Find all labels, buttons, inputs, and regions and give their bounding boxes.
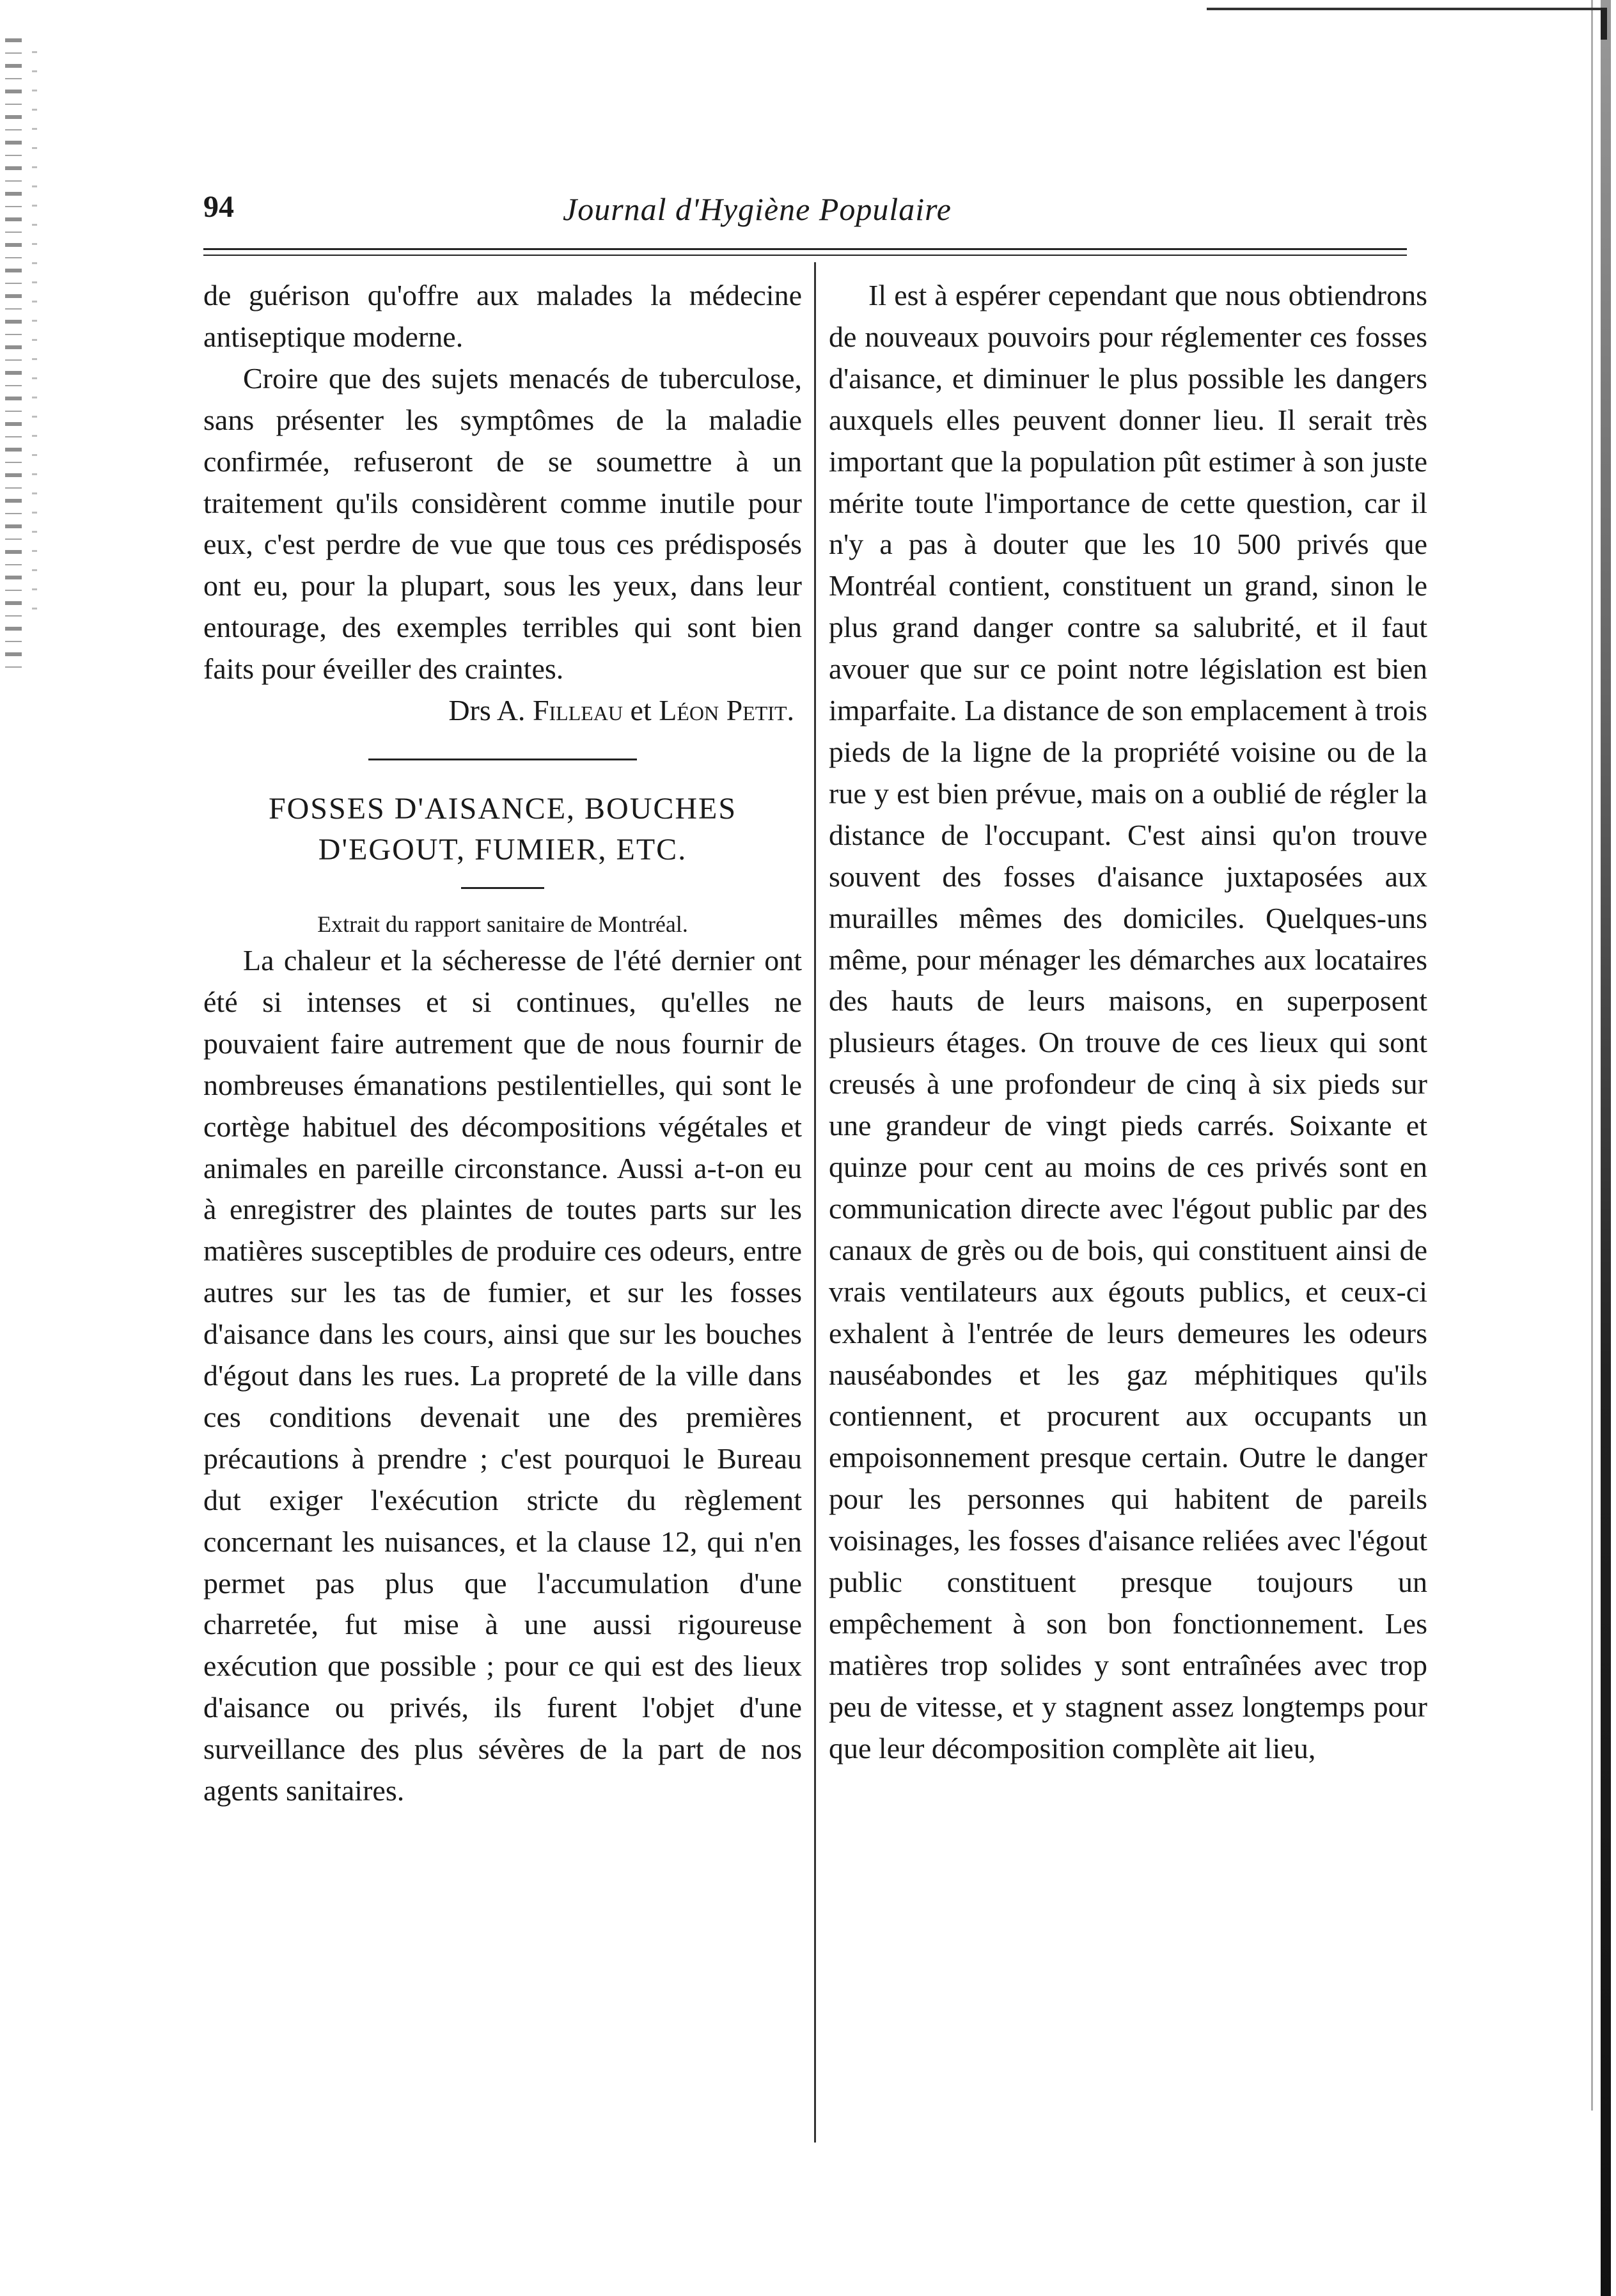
left-column — [203, 275, 802, 1812]
scan-edge-artifact-left-inner — [32, 51, 37, 627]
article-signature — [203, 690, 802, 732]
scan-edge-artifact-left — [5, 38, 22, 678]
scan-edge-artifact-right — [1601, 0, 1611, 2296]
header-rule-thick — [203, 248, 1407, 250]
continuation-text: de guérison qu'offre aux malades la médecine antiseptique moderne. — [203, 279, 802, 353]
signature-author-2: Léon Petit — [659, 694, 787, 727]
signature-author-1: Filleau — [532, 694, 624, 727]
section-separator-rule — [368, 759, 637, 760]
body-paragraph: Il est à espérer cependant que nous obtiendrons de nouveaux pouvoirs pour réglementer ces fosses d'aisance, et diminuer le plus possible les dangers auxquels elles peuvent donner lieu. Il serait très important que la population pût estimer à son juste mérite toute l'importance de cette question, car il n'y a pas à douter que les 10 500 privés que Montréal contient, constituent un grand, sinon le plus grand danger contre sa salubrité, et il faut avouer que sur ce point notre législation est bien imparfaite. La distance de son emplacement à trois pieds de la ligne de la propriété voisine ou de la rue y est bien prévue, mais on a oublié de régler la distance de l'occupant. C'est ainsi qu'on trouve souvent des fosses d'aisance juxtaposées aux murailles mêmes des domiciles. Quelques-uns même, pour ménager les démarches aux locataires des hauts de leurs maisons, en superposent plusieurs étages. On trouve de ces lieux qui sont creusés à une profondeur de cinq à six pieds sur une grandeur de vingt pieds carrés. Soixante et quinze pour cent au moins de ces privés sont en communication directe avec l'égout public par des canaux de grès ou de bois, qui constituent ainsi de vrais ventilateurs aux égouts publics, et ceux-ci exhalent à l'entrée de leurs demeures les odeurs nauséabondes et les gaz méphitiques qu'ils contiennent, et procurent aux occupants un empoisonnement presque certain. Outre le danger pour les personnes qui habitent de pareils voisinages, les fosses d'aisance reliées avec l'égout public constituent presque toujours un empêchement à son bon fonctionnement. Les matières trop solides y sont entraînées avec trop peu de vitesse, et y stagnent assez longtemps pour que leur décomposition complète ait lieu, — [829, 279, 1427, 1765]
header-rule-thin — [203, 255, 1407, 256]
signature-suffix: . — [787, 694, 794, 727]
section-title-line-2: D'EGOUT, FUMIER, ETC. — [318, 832, 687, 867]
scan-corner-artifact — [1601, 8, 1607, 40]
body-paragraph: Croire que des sujets menacés de tuberculose, sans présenter les symptômes de la maladie confirmée, refuseront de se soumettre à un traitement qu'ils considèrent comme inutile pour eux, c'est perdre de vue que tous ces prédisposés ont eu, pour la plupart, sous les yeux, dans leur entourage, des exemples terribles qui sont bien faits pour éveiller des craintes. — [203, 361, 802, 686]
subsection-separator-rule — [461, 887, 544, 889]
body-paragraph: La chaleur et la sécheresse de l'été dernier ont été si intenses et si continues, qu'elles ne pouvaient faire autrement que de nous fournir de nombreuses émanations pestilentielles, qui sont le cortège habituel des décompositions végétales et animales en pareille circonstance. Aussi a-t-on eu à enregistrer des plaintes de toutes parts sur les matières susceptibles de produire ces odeurs, entre autres sur les tas de fumier, et sur les fosses d'aisance dans les cours, ainsi que sur les bouches d'égout dans les rues. La propreté de la ville dans ces conditions devenait une des premières précautions à prendre ; c'est pourquoi le Bureau dut exiger l'exécution stricte du règlement concernant les nuisances, et la clause 12, qui n'en permet pas plus que l'accumulation d'une charretée, fut mise à une aussi rigoureuse exécution que possible ; pour ce qui est des lieux d'aisance ou privés, ils furent l'objet d'une surveillance des plus sévères de la part de nos agents sanitaires. — [203, 943, 802, 1807]
scan-edge-artifact-top — [1207, 8, 1603, 10]
column-divider — [814, 262, 816, 2143]
signature-conjunction: et — [623, 694, 659, 727]
section-title-line-1: FOSSES D'AISANCE, BOUCHES — [268, 791, 737, 826]
scan-edge-line-right — [1591, 0, 1593, 2111]
signature-prefix: Drs A. — [448, 694, 533, 727]
page-number: 94 — [203, 190, 234, 224]
running-title: Journal d'Hygiène Populaire — [563, 191, 952, 227]
right-column — [829, 275, 1427, 1770]
extract-source-note: Extrait du rapport sanitaire de Montréal. — [317, 911, 688, 937]
